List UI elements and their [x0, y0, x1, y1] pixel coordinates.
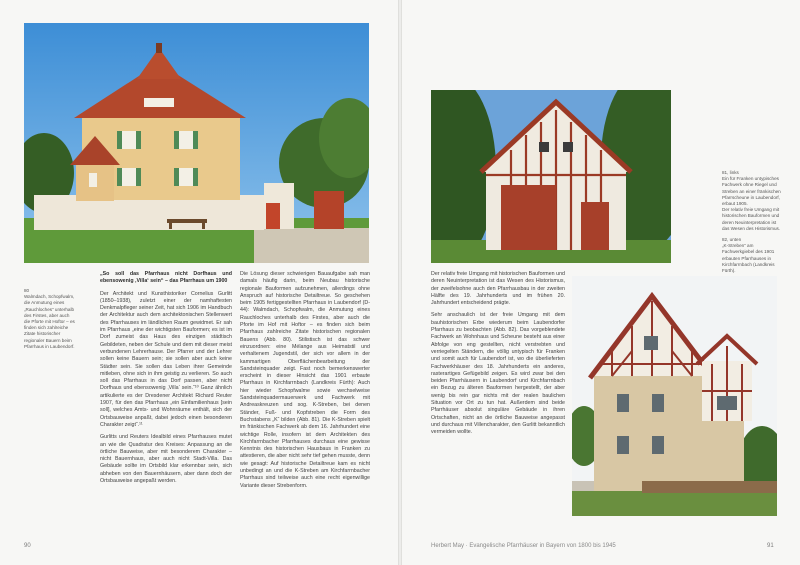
caption-81: 81, links Ein für Franken untypisches Fachwerk ohne Riegel und Streben an einer fränkischen Pfarrscheune in Laubendorf, erbaut 1905. Der relativ freie Umgang mit historischen Bauformen und deren Neuinterpretation ist das Wesen des Historismus.	[722, 170, 781, 231]
photo-pfarrhaus-laubendorf	[24, 23, 369, 263]
photo-pfarrscheune	[431, 90, 671, 263]
left-page	[0, 0, 398, 565]
paragraph: Der Architekt und Kunsthistoriker Cornelius Gurlitt (1850–1938), zuletzt einer der namhaftesten Denkmalpfleger seiner Zeit, hat sich 1906 im Handbuch der Architektur auch dem architektonischen Stellenwert des Pfarrhauses im ländlichen Raum gewidmet. Er sah im Pfarrhaus „eine der wichtigsten Bauformen; es ist im Dorf zumeist das Haus des einzigen städtisch Gebildeten, neben der Schule und dem mit dieser meist verbundenen Lehrerhause. Der Pfarrer und der Lehrer sollen keine Bauern sein; sie sollen aber auch keine Städter sein. Sie sollen das Leben ihrer Gemeinde mitleben, ohne sich in ihm geistig zu verlieren. So auch soll das Pfarrhaus in das Dorf passen, aber nicht Dorfhaus und ebensowenig ‚Villa‘ sein.“¹⁰ Ganz ähnlich artikulierte es der Dresdener Architekt Richard Reuter 1907, für den das Pfarrhaus „ein Einfamilienhaus [sein soll], welches Amts- und Wohnräume enthält, sich der Ortsbauweise anpaßt, dabei jedoch einen besonderen Charakter zeigt“.¹¹	[100, 290, 232, 428]
right-page	[402, 0, 800, 565]
left-text-column-1	[100, 271, 232, 490]
page-number-left: 90	[24, 543, 31, 549]
caption-80: 80 Walmdach, Schopfwalm, die Anmutung eines „Rauchloches“ unterhalb des Firstes, aber auch die Pforte mit Hoftor – es finden sich zahlreiche Zitate historischer regionaler Bauern beim Pfarrhaus in Laubendorf.	[24, 288, 75, 349]
photo-pfarrhaus-kirchfarrnbach	[572, 276, 777, 516]
page-number-right: 91	[767, 543, 774, 549]
section-heading: „So soll das Pfarrhaus nicht Dorfhaus und ebensowenig ‚Villa‘ sein“ – das Pfarrhaus um 1900	[100, 271, 232, 285]
paragraph: Sehr anschaulich ist der freie Umgang mit dem bauhistorischen Erbe wiederum beim Laubendorfer Pfarrhaus zu beobachten (Abb. 82). Das vorgeblendete Fachwerk an Wohnhaus und Scheune besteht aus einer Abfolge von eng gestellten, nicht verstrebten und verriegelten Ständern, die völlig untypisch für Franken und somit auch für Laubendorf ist, wo die überlieferten Fachwerkhäuser des 18. Jahrhunderts ein anderes, rasterartiges Gefügebild zeigen. Es wird zwar bei den beiden Pfarrhäusern in Laubendorf und Kirchfarrnbach ein Bezug zu älteren Bauformen hergestellt, der aber wenig bis rein gar nichts mit der realen baulichen Situation vor Ort zu tun hat. Außerdem sind beide Pfarrhäuser absolut singuläre Gebäude in ihren Ortschaften, nicht an die örtliche Bauweise angepasst und durchaus mit Villencharakter, den Gurlitt bekanntlich vermeiden wollte.	[431, 312, 565, 436]
running-head: Herbert May · Evangelische Pfarrhäuser in Bayern von 1800 bis 1945	[431, 543, 616, 549]
paragraph: Die Lösung dieser schwierigen Bauaufgabe sah man damals häufig darin, beim Neubau historische regionale Bauformen aufzunehmen, allerdings ohne Anspruch auf historische Detailtreue. So geschehen beim 1905 fertiggestellten Pfarrhaus in Laubendorf (D-44): Walmdach, Schopfwalm, die Anmutung eines Rauchloches unterhalb des Firstes, aber auch die Pforte im Hof mit Hoftor – es finden sich beim Pfarrhaus zahlreiche Zitate historischen regionalen Bauens (Abb. 80). Stilistisch ist das schwer einzuordnen: eine Mélange aus Heimatstil und verhaltenem Jugendstil, der sich vor allem in der kammartigen Oberflächenbearbeitung der Sandsteinquader zeigt. Fast noch bemerkenswerter erscheint in dieser Hinsicht das 1901 erbaute Pfarrhaus in Kirchfarrnbach (Landkreis Fürth): Auch hier wieder Schopfwalme sowie wechselweise Sandsteinquadermauerwerk und Fachwerk mit Andreaskreuzen und sog. K-Streben, bei denen Ständer, Fuß- und Kopfstreben die Form des Buchstabens „K“ bilden (Abb. 81). Die K-Streben spielt im fränkischen Fachwerk ab dem 16. Jahrhundert eine wichtige Rolle, insofern ist dem Architekten des Kirchfarrnbacher Pfarrhauses durchaus eine gewisse Kenntnis des historischen Hausbaus in Franken zu attestieren, die aber nicht sehr tief gehen musste, denn wie gesagt: Auf historische Detailtreue kam es nicht unbedingt an und die K-Streben am Kirchfarrnbacher Pfarrhaus sind teilweise auch eine recht eigenwillige Variante dieser Strebenform.	[240, 271, 370, 489]
caption-82: 82, unten „K-Streben“ am Fachwerkgiebel des 1901 erbauten Pfarrhauses in Kirchfarrnbach (Landkreis Fürth).	[722, 237, 775, 274]
right-text-column	[431, 271, 565, 442]
paragraph: Gurlitts und Reuters Idealbild eines Pfarrhauses mutet an wie die Quadratur des Kreises: Anpassung an die örtliche Bauweise, aber mit besonderem Charakter – nicht Bauernhaus, aber auch nicht Stadt-Villa. Das Gebäude sollte im Ortsbild klar erkennbar sein, sich abheben von den Bauernhäusern, aber dann doch der Ortsbauweise angepaßt werden.	[100, 434, 232, 485]
left-text-column-2	[240, 271, 370, 495]
paragraph: Der relativ freie Umgang mit historischen Bauformen und deren Neuinterpretation ist das Wesen des Historismus, der zweifelsohne auch den Pfarrhausbau in der zweiten Hälfte des 19. Jahrhunderts und im frühen 20. Jahrhundert entscheidend prägte.	[431, 271, 565, 307]
